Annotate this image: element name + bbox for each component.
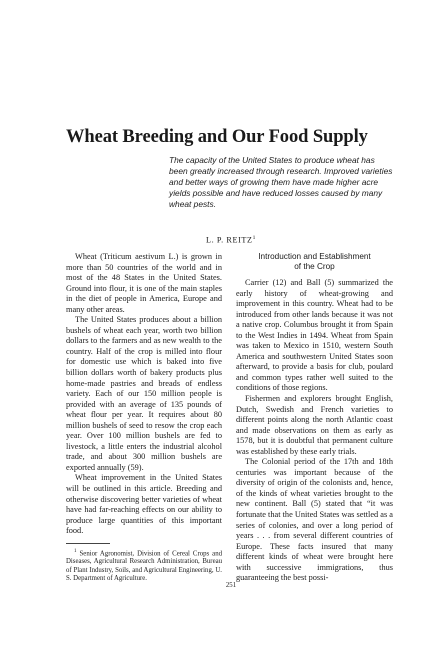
body-paragraph: The Colonial period of the 17th and 18th centuries was important because of the diversity of origin of the colonists and, hence, of the kinds of wheat varieties brought to the new continent. Ball (5) stated that “it was fortunate that the United States was settled as a series of colonies, and over a long period of years . . . from several different countries of Europe. These facts insured that many different kinds of wheat were brought here with successive immigrations, thus guaranteeing the best possi-	[236, 457, 393, 583]
body-paragraph: Wheat improvement in the United States will be outlined in this article. Breeding and otherwise discovering better varieties of wheat have had far-reaching effects on our ability to produce large quantities of this important food.	[66, 473, 222, 536]
section-heading-line-1: Introduction and Establishment	[258, 252, 371, 261]
author-byline	[66, 235, 396, 245]
body-paragraph: The United States produces about a billion bushels of wheat each year, worth two billion dollars to the farmers and as new wealth to the country. Half of the crop is milled into flour for domestic use which is baked into five billion dollars worth of bakery products plus home-made pastries and breads of endless variety. Each of our 150 million people is provided with an average of 135 pounds of wheat flour per year. It requires about 80 million bushels of seed to resow the crop each year. Over 100 million bushels are fed to livestock, a little enters the industrial alcohol trade, and about 300 million bushels are exported annually (59).	[66, 315, 222, 472]
footnote-divider	[66, 543, 110, 544]
article-title: Wheat Breeding and Our Food Supply	[66, 127, 368, 147]
left-column	[66, 252, 222, 584]
author-footnote-mark: 1	[252, 235, 256, 241]
section-heading	[236, 252, 393, 272]
body-paragraph: Fishermen and explorers brought English, Dutch, Swedish and French varieties to different points along the north Atlantic coast and made observations on them as early as 1578, but it is doubtful that permanent culture was established by these early trials.	[236, 394, 393, 456]
author-footnote	[66, 548, 222, 584]
article-abstract: The capacity of the United States to produce wheat has been greatly increased through research. Improved varieties and better ways of growing them have made higher acre yields possible and have reduced losses caused by many wheat pests.	[169, 155, 393, 209]
footnote-mark: 1	[74, 548, 77, 554]
body-paragraph: Carrier (12) and Ball (5) summarized the early history of wheat-growing and improvement in this country. Wheat had to be introduced from other lands because it was not a native crop. Columbus brought it from Spain to the West Indies in 1494. Wheat from Spain was taken to Mexico in 1510, western South America and southwestern United States soon afterward, to provide a basis for club, poulard and common types rather well suited to the conditions of those regions.	[236, 278, 393, 393]
author-name: L. P. REITZ	[206, 235, 253, 245]
right-column	[236, 252, 393, 584]
section-heading-line-2: of the Crop	[294, 262, 335, 271]
body-paragraph: Wheat (Triticum aestivum L.) is grown in more than 50 countries of the world and in most of the 48 States in the United States. Ground into flour, it is one of the main staples in the diet of people in America, Europe and many other areas.	[66, 252, 222, 314]
footnote-text: Senior Agronomist, Division of Cereal Crops and Diseases, Agricultural Research Administration, Bureau of Plant Industry, Soils, and Agricultural Engineering, U. S. Department of Agriculture.	[66, 550, 222, 583]
page-number: 251	[225, 582, 237, 589]
